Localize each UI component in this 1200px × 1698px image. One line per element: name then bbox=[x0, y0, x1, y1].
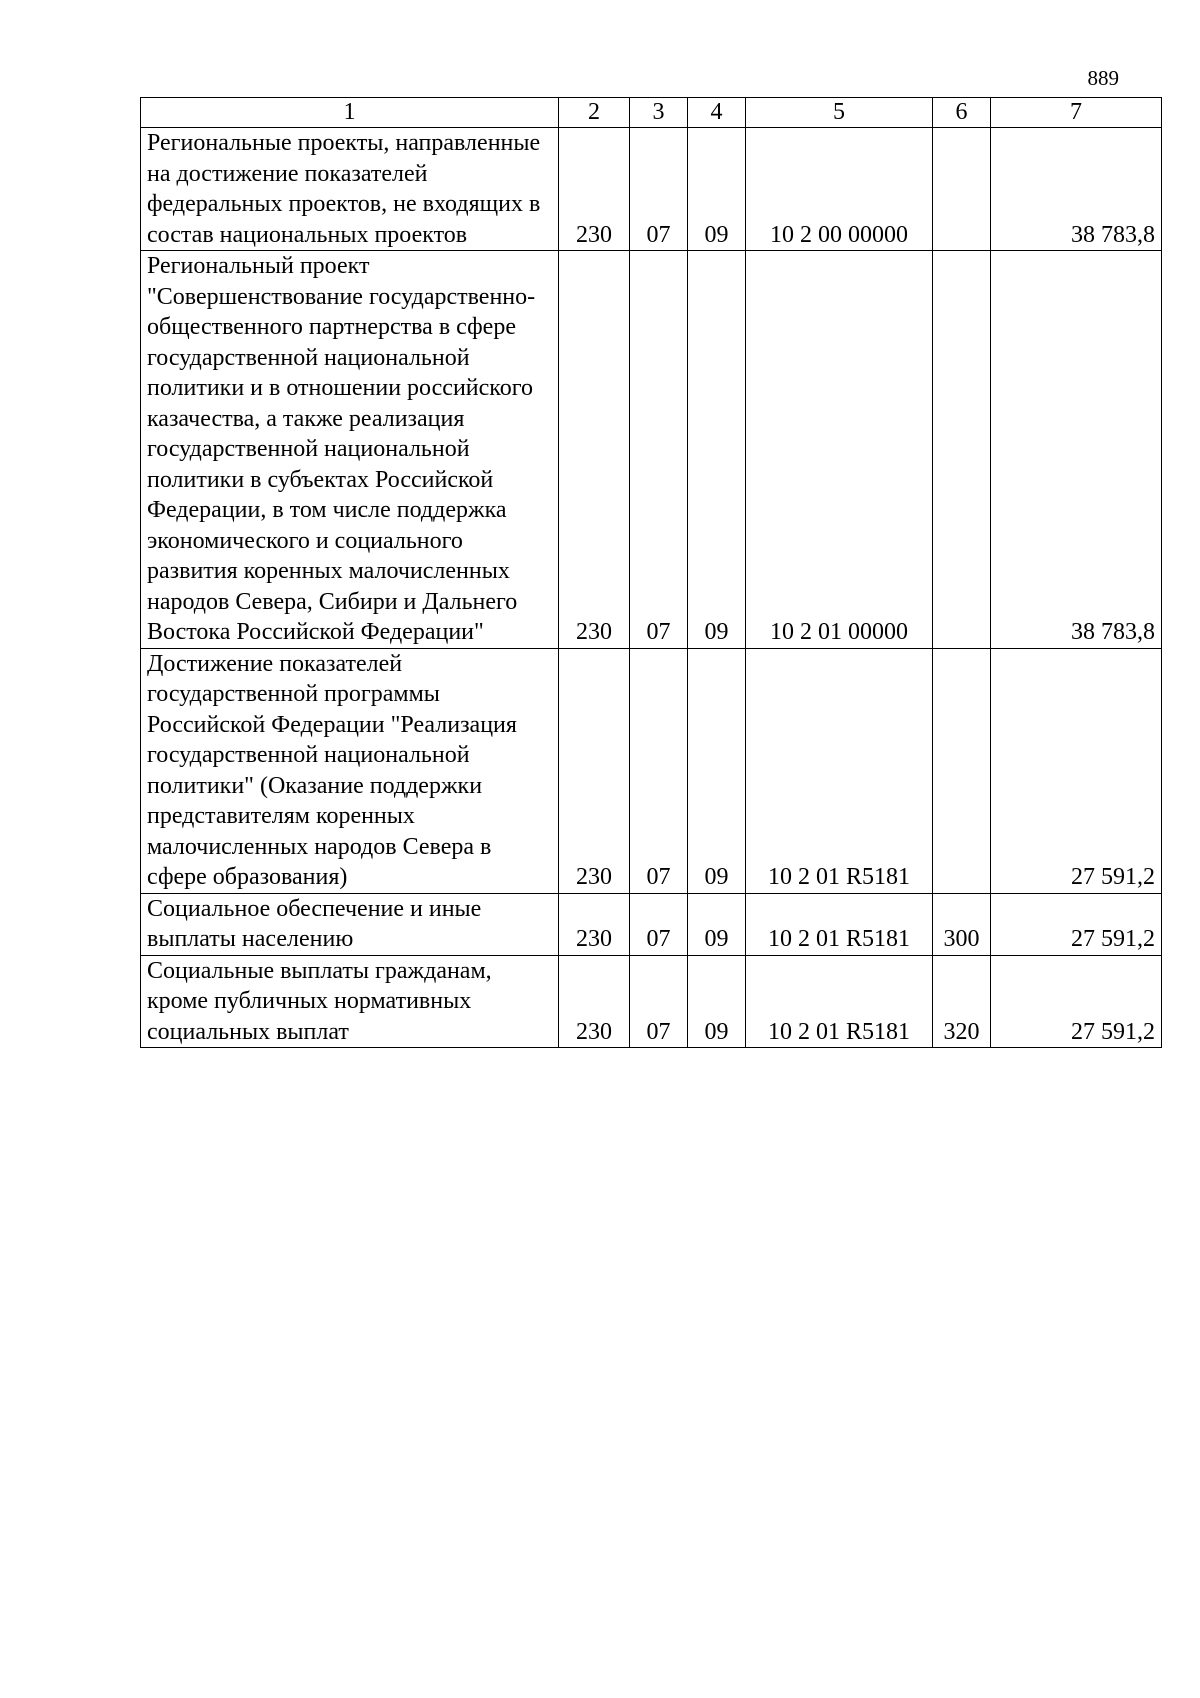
cell-4: 09 bbox=[688, 648, 746, 893]
cell-6: 320 bbox=[933, 955, 991, 1048]
row-name: Социальные выплаты гражданам, кроме публичных нормативных социальных выплат bbox=[141, 955, 559, 1048]
cell-7: 27 591,2 bbox=[991, 893, 1162, 955]
table-row bbox=[141, 251, 1162, 649]
budget-table bbox=[140, 97, 1162, 1048]
table-row bbox=[141, 893, 1162, 955]
cell-3: 07 bbox=[630, 955, 688, 1048]
cell-6 bbox=[933, 251, 991, 649]
column-header: 5 bbox=[746, 98, 933, 128]
row-name: Социальное обеспечение и иные выплаты населению bbox=[141, 893, 559, 955]
cell-4: 09 bbox=[688, 955, 746, 1048]
cell-6 bbox=[933, 128, 991, 251]
column-header: 3 bbox=[630, 98, 688, 128]
cell-3: 07 bbox=[630, 128, 688, 251]
column-header: 1 bbox=[141, 98, 559, 128]
header-row bbox=[141, 98, 1162, 128]
cell-4: 09 bbox=[688, 128, 746, 251]
cell-7: 38 783,8 bbox=[991, 251, 1162, 649]
row-name: Региональные проекты, направленные на достижение показателей федеральных проектов, не входящих в состав национальных проектов bbox=[141, 128, 559, 251]
cell-2: 230 bbox=[559, 893, 630, 955]
cell-2: 230 bbox=[559, 251, 630, 649]
cell-3: 07 bbox=[630, 893, 688, 955]
cell-4: 09 bbox=[688, 251, 746, 649]
row-name: Региональный проект "Совершенствование государственно-общественного партнерства в сфере государственной национальной политики и в отношении российского казачества, а также реализация государственной национальной политики в субъектах Российской Федерации, в том числе поддержка экономического и социального развития коренных малочисленных народов Севера, Сибири и Дальнего Востока Российской Федерации" bbox=[141, 251, 559, 649]
cell-3: 07 bbox=[630, 648, 688, 893]
cell-6: 300 bbox=[933, 893, 991, 955]
cell-2: 230 bbox=[559, 955, 630, 1048]
table-row bbox=[141, 648, 1162, 893]
cell-5: 10 2 01 R5181 bbox=[746, 648, 933, 893]
cell-5: 10 2 01 00000 bbox=[746, 251, 933, 649]
cell-3: 07 bbox=[630, 251, 688, 649]
row-name: Достижение показателей государственной программы Российской Федерации "Реализация государственной национальной политики" (Оказание поддержки представителям коренных малочисленных народов Севера в сфере образования) bbox=[141, 648, 559, 893]
page-number: 889 bbox=[1087, 66, 1119, 90]
table-row bbox=[141, 955, 1162, 1048]
cell-5: 10 2 00 00000 bbox=[746, 128, 933, 251]
cell-7: 38 783,8 bbox=[991, 128, 1162, 251]
column-header: 2 bbox=[559, 98, 630, 128]
cell-2: 230 bbox=[559, 128, 630, 251]
column-header: 7 bbox=[991, 98, 1162, 128]
cell-4: 09 bbox=[688, 893, 746, 955]
cell-5: 10 2 01 R5181 bbox=[746, 955, 933, 1048]
column-header: 4 bbox=[688, 98, 746, 128]
cell-7: 27 591,2 bbox=[991, 955, 1162, 1048]
cell-5: 10 2 01 R5181 bbox=[746, 893, 933, 955]
table-row bbox=[141, 128, 1162, 251]
cell-2: 230 bbox=[559, 648, 630, 893]
cell-6 bbox=[933, 648, 991, 893]
cell-7: 27 591,2 bbox=[991, 648, 1162, 893]
column-header: 6 bbox=[933, 98, 991, 128]
